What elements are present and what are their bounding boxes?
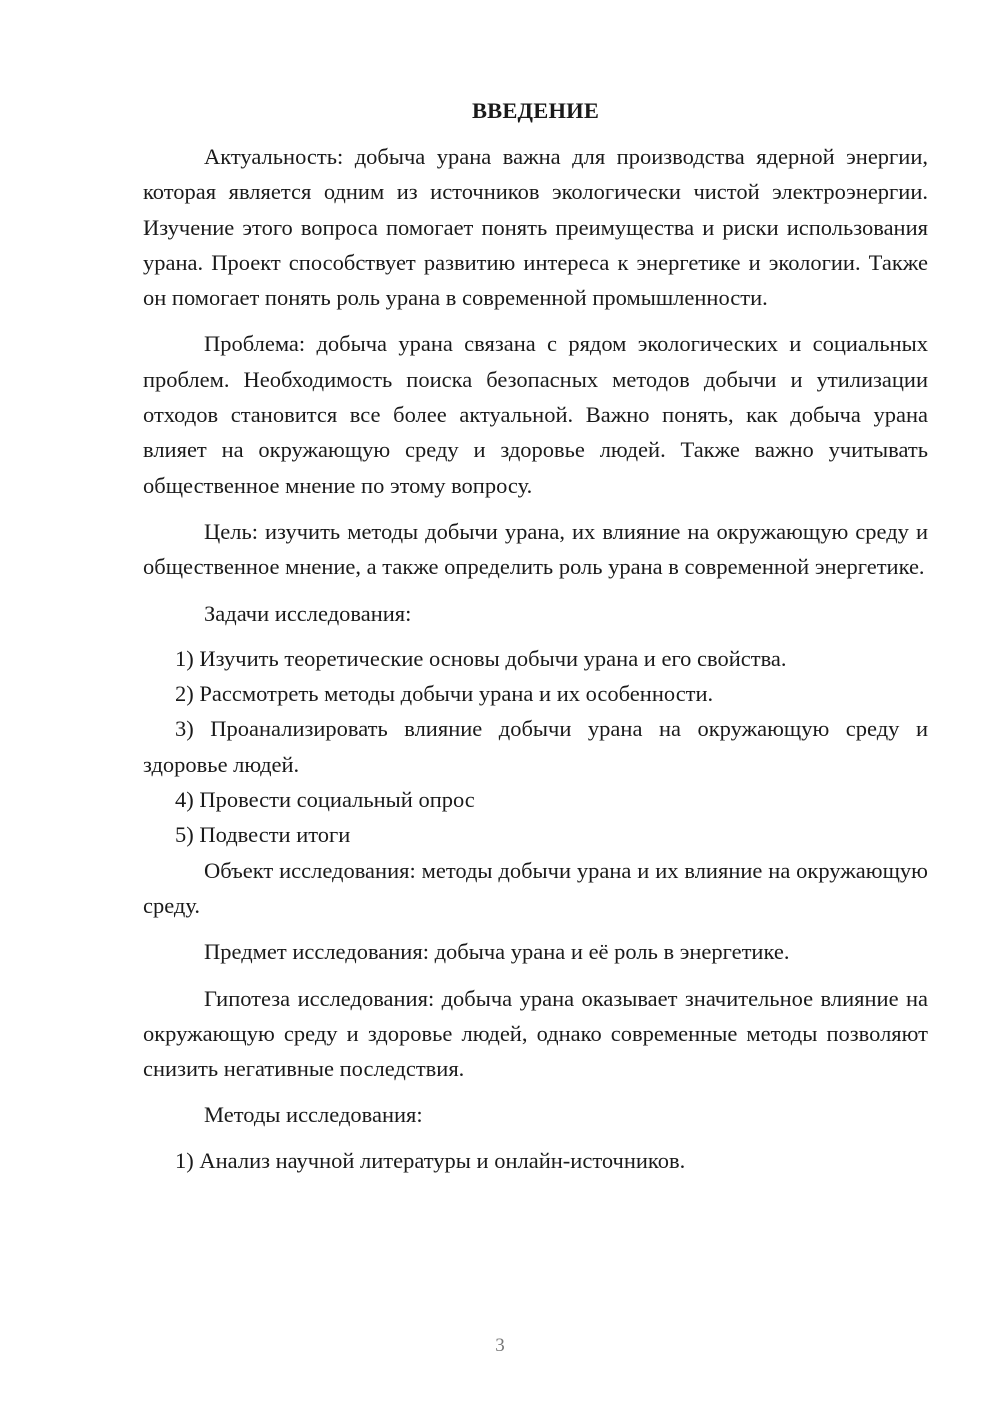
paragraph-relevance: Актуальность: добыча урана важна для производства ядерной энергии, которая является одним из источников экологически чистой электроэнергии. Изучение этого вопроса помогает понять преимущества и риски использования урана. Проект способствует развитию интереса к энергетике и экологии. Также он помогает понять роль урана в современной промышленности. bbox=[143, 144, 928, 311]
page-number: 3 bbox=[495, 1335, 505, 1356]
page-content bbox=[143, 96, 928, 1178]
task-item: 1) Изучить теоретические основы добычи урана и его свойства. bbox=[175, 645, 787, 671]
tasks-heading: Задачи исследования: bbox=[204, 600, 412, 626]
paragraph-object: Объект исследования: методы добычи урана и их влияние на окружающую среду. bbox=[143, 857, 928, 918]
task-item: 2) Рассмотреть методы добычи урана и их особенности. bbox=[175, 681, 714, 707]
paragraph-hypothesis: Гипотеза исследования: добыча урана оказывает значительное влияние на окружающую среду и здоровье людей, однако современные методы позволяют снизить негативные последствия. bbox=[143, 985, 928, 1082]
method-item: 1) Анализ научной литературы и онлайн-источников. bbox=[175, 1147, 686, 1173]
task-item: 3) Проанализировать влияние добычи урана на окружающую среду и здоровье людей. bbox=[143, 716, 928, 777]
paragraph-subject: Предмет исследования: добыча урана и её роль в энергетике. bbox=[204, 939, 790, 965]
section-title: ВВЕДЕНИЕ bbox=[471, 98, 600, 123]
task-item: 4) Провести социальный опрос bbox=[175, 787, 475, 813]
methods-heading: Методы исследования: bbox=[204, 1102, 423, 1128]
task-item: 5) Подвести итоги bbox=[175, 822, 351, 848]
paragraph-problem: Проблема: добыча урана связана с рядом экологических и социальных проблем. Необходимость поиска безопасных методов добычи и утилизации отходов становится все более актуальной. Важно понять, как добыча урана влияет на окружающую среду и здоровье людей. Также важно учитывать общественное мнение по этому вопросу. bbox=[143, 331, 928, 498]
paragraph-goal: Цель: изучить методы добычи урана, их влияние на окружающую среду и общественное мнение, а также определить роль урана в современной энергетике. bbox=[143, 518, 928, 580]
